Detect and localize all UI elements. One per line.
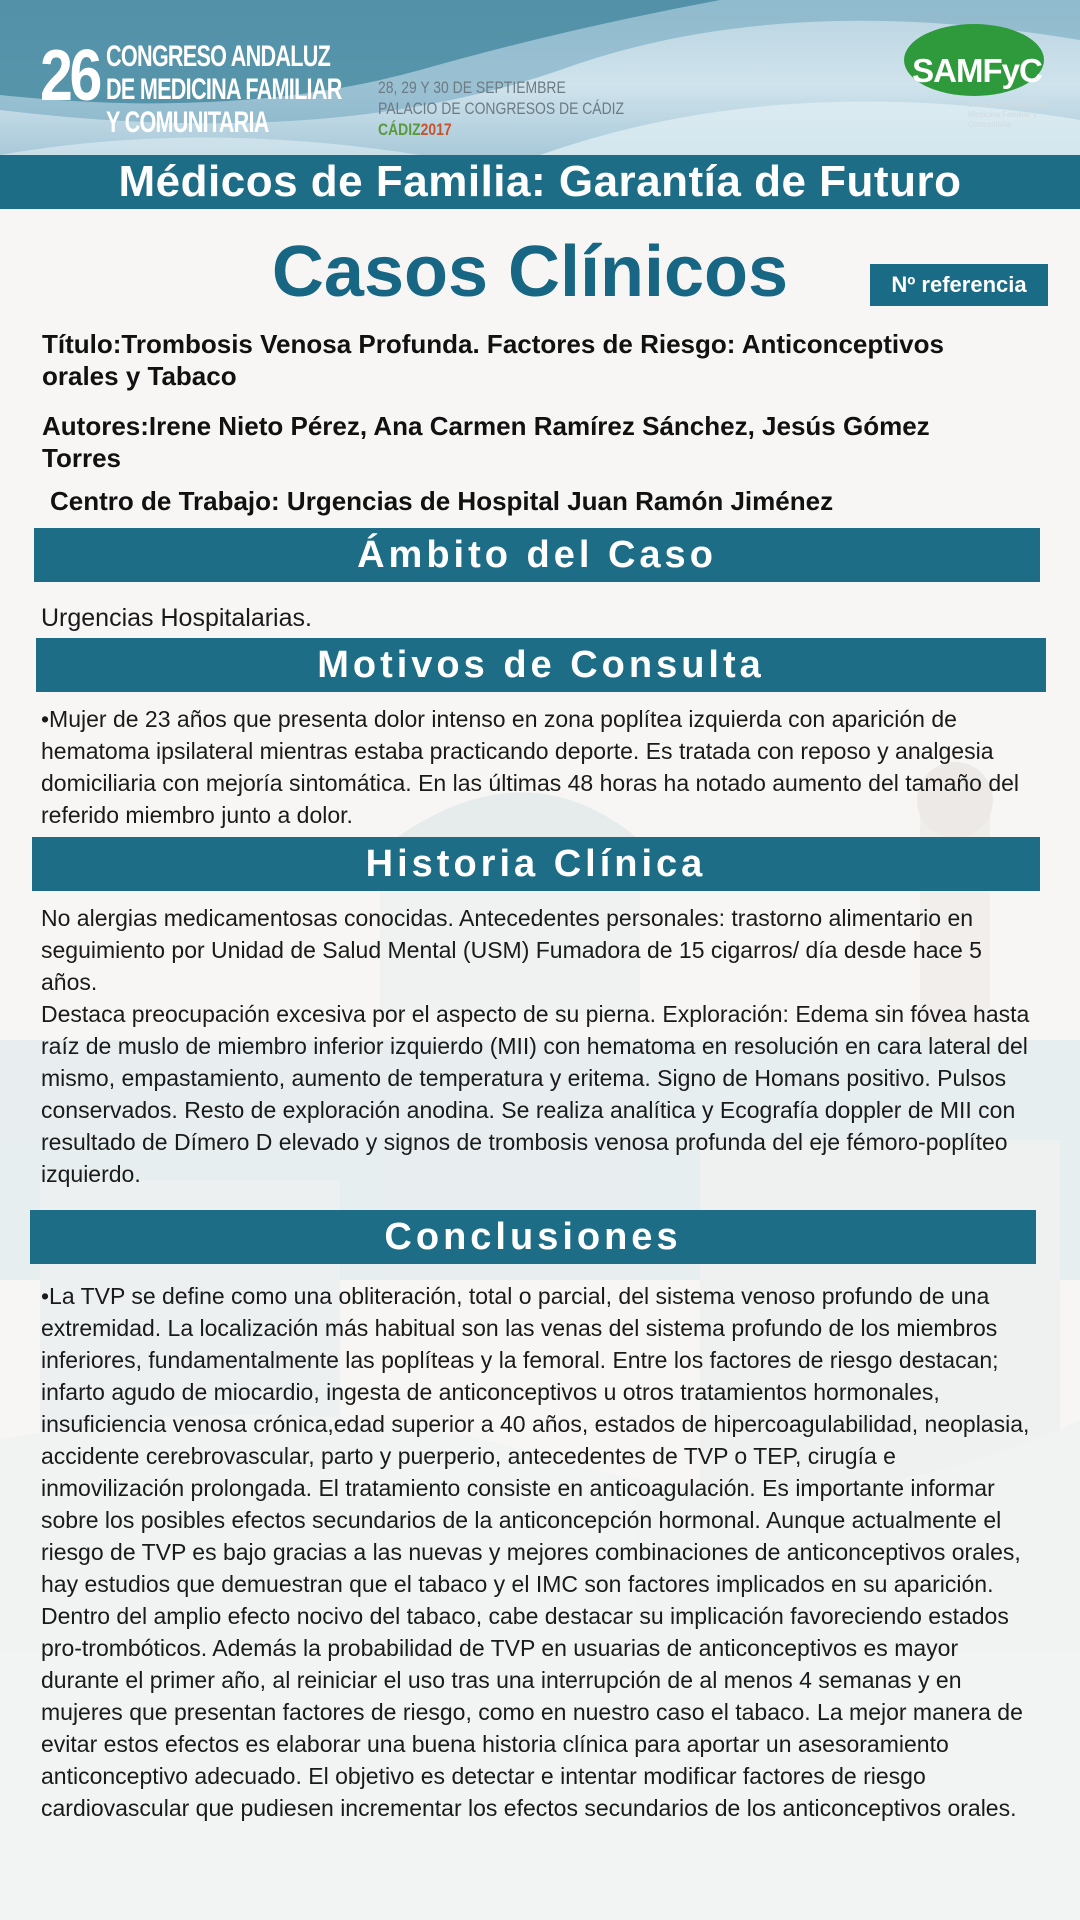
event-venue: PALACIO DE CONGRESOS DE CÁDIZ: [378, 99, 625, 118]
reference-badge: Nº referencia: [870, 264, 1048, 306]
case-title: Título:Trombosis Venosa Profunda. Factores de Riesgo: Anticonceptivos orales y Tabaco: [42, 329, 944, 391]
event-dates: 28, 29 Y 30 DE SEPTIEMBRE: [378, 78, 566, 97]
case-authors: Autores:Irene Nieto Pérez, Ana Carmen Ramírez Sánchez, Jesús Gómez Torres: [42, 411, 930, 473]
event-year: 2017: [420, 120, 452, 139]
conclusiones-text: •La TVP se define como una obliteración, total o parcial, del sistema venoso profundo de una extremidad. La localización más habitual son las venas del sistema profundo de los miembros inferiores, fundamentalmente las poplíteas y la femoral. Entre los factores de riesgo destacan; infarto agudo de miocardio, ingesta de anticonceptivos u otros tratamientos hormonales, insuficiencia venosa crónica,edad superior a 40 años, estados de hipercoagulabilidad, neoplasia, accidente cerebrovascular, parto y puerperio, antecedentes de TVP o TEP, cirugía e inmovilización prolongada. El tratamiento consiste en anticoagulación. Es importante informar sobre los posibles efectos secundarios de la anticoncepción hormonal. Aunque actualmente el riesgo de TVP es bajo gracias a las nuevas y mejores combinaciones de anticonceptivos orales, hay estudios que demuestran que el tabaco y el IMC son factores implicados en su aparición. Dentro del amplio efecto nocivo del tabaco, cabe destacar su implicación favoreciendo estados pro-trombóticos. Además la probabilidad de TVP en usuarias de anticonceptivos es mayor durante el primer año, al reiniciar el uso tras una interrupción de al menos 4 semanas y en mujeres que presentan factores de riesgo, como en nuestro caso el tabaco. La mejor manera de evitar estos efectos es elaborar una buena historia clínica para aportar un asesoramiento anticonceptivo adecuado. El objetivo es detectar e intentar modificar factores de riesgo cardiovascular que pudiesen incrementar los efectos secundarios de los anticonceptivos orales.: [41, 1283, 1030, 1821]
case-workplace: Centro de Trabajo: Urgencias de Hospital Juan Ramón Jiménez: [50, 486, 834, 516]
section-heading-motivos: Motivos de Consulta: [36, 638, 1046, 692]
samfyc-logo-text: SAMFyC: [912, 52, 1042, 89]
congress-name-line: Y COMUNITARIA: [106, 106, 269, 139]
congress-number: 26: [40, 36, 100, 116]
samfyc-logo-subtitle: Sociedad Andaluza de Medicina Familiar y Comunitaria: [968, 100, 1048, 129]
congress-name-line: DE MEDICINA FAMILIAR: [106, 73, 342, 106]
page-title: Casos Clínicos: [271, 232, 789, 312]
historia-text: No alergias medicamentosas conocidas. Antecedentes personales: trastorno alimentario en seguimiento por Unidad de Salud Mental (USM) Fumadora de 15 cigarros/ día desde hace 5 años. Destaca preocupación excesiva por el aspecto de su pierna. Exploración: Edema sin fóvea hasta raíz de muslo de miembro inferior izquierdo (MII) con hematoma en resolución en cara lateral del mismo, empastamiento, aumento de temperatura y eritema. Signo de Homans positivo. Pulsos conservados. Resto de exploración anodina. Se realiza analítica y Ecografía doppler de MII con resultado de Dímero D elevado y signos de trombosis venosa profunda del eje fémoro-poplíteo izquierdo.: [41, 905, 1030, 1187]
event-city: CÁDIZ: [378, 120, 421, 139]
section-heading-conclusiones: Conclusiones: [30, 1210, 1036, 1264]
ambito-text: Urgencias Hospitalarias.: [41, 604, 312, 632]
motivos-text: •Mujer de 23 años que presenta dolor intenso en zona poplítea izquierda con aparición de hematoma ipsilateral mientras estaba practicando deporte. Es tratada con reposo y analgesia domiciliaria con mejoría sintomática. En las últimas 48 horas ha notado aumento del tamaño del referido miembro junto a dolor.: [41, 706, 1020, 828]
section-heading-historia: Historia Clínica: [32, 837, 1040, 891]
congress-name-line: CONGRESO ANDALUZ: [106, 40, 331, 73]
slogan: Médicos de Familia: Garantía de Futuro: [118, 157, 962, 206]
section-heading-ambito: Ámbito del Caso: [34, 528, 1040, 582]
